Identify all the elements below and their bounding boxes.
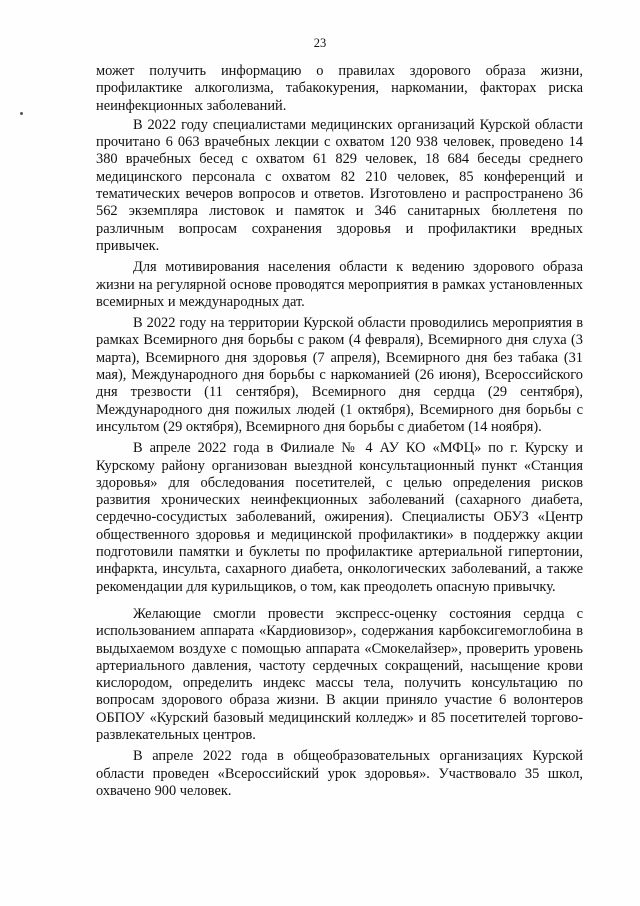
paragraph-continuation: может получить информацию о правилах здорового образа жизни, профилактике алкоголизма, табакокурения, наркомании, факторах риска неинфекционных заболеваний. bbox=[96, 63, 583, 114]
page-number: 23 bbox=[313, 36, 327, 50]
paragraph-motivation: Для мотивирования населения области к ведению здорового образа жизни на регулярной основе проводятся мероприятия в рамках установленных всемирных и международных дат. bbox=[96, 259, 583, 310]
paragraph-health-station: В апреле 2022 года в Филиале № 4 АУ КО «МФЦ» по г. Курску и Курскому району организован выездной консультационный пункт «Станция здоровья» для обследования посетителей, с целью определения рисков развития хронических неинфекционных заболеваний (сахарного диабета, сердечно-сосудистых заболеваний, ожирения). Специалисты ОБУЗ «Центр общественного здоровья и медицинской профилактики» в поддержку акции подготовили памятки и буклеты по профилактике артериальной гипертонии, инфаркта, инсульта, сахарного диабета, онкологических заболеваний, а также рекомендации для курильщиков, о том, как преодолеть опасную привычку. bbox=[96, 440, 583, 595]
scan-speck bbox=[20, 112, 23, 115]
paragraph-lectures-statistics: В 2022 году специалистами медицинских организаций Курской области прочитано 6 063 врачебных лекции с охватом 120 938 человек, проведено 14 380 врачебных бесед с охватом 61 829 человек, 18 684 беседы среднего медицинского персонала с охватом 82 210 человек, 85 конференций и тематических вечеров вопросов и ответов. Изготовлено и распространено 36 562 экземпляра листовок и памяток и 346 санитарных бюллетеня по различным вопросам сохранения здоровья и профилактики вредных привычек. bbox=[96, 116, 583, 254]
paragraph-health-days: В 2022 году на территории Курской области проводились мероприятия в рамках Всемирного дня борьбы с раком (4 февраля), Всемирного дня слуха (3 марта), Всемирного дня здоровья (7 апреля), Всемирного дня без табака (31 мая), Международного дня борьбы с наркоманией (26 июня), Всероссийского дня трезвости (11 сентября), Всемирного дня сердца (29 сентября), Международного дня пожилых людей (1 октября), Всемирного дня борьбы с инсультом (29 октября), Всемирного дня борьбы с диабетом (14 ноября). bbox=[96, 315, 583, 435]
body-text bbox=[96, 63, 583, 800]
paragraph-health-lesson: В апреле 2022 года в общеобразовательных организациях Курской области проведен «Всероссийский урок здоровья». Участвовало 35 школ, охвачено 900 человек. bbox=[96, 748, 583, 799]
paragraph-express-assessment: Желающие смогли провести экспресс-оценку состояния сердца с использованием аппарата «Кардиовизор», содержания карбоксигемоглобина в выдыхаемом воздухе с помощью аппарата «Смокелайзер», проверить уровень артериального давления, частоту сердечных сокращений, насыщение крови кислородом, определить индекс массы тела, получить консультацию по вопросам здорового образа жизни. В акции приняло участие 6 волонтеров ОБПОУ «Курский базовый медицинский колледж» и 85 посетителей торгово-развлекательных центров. bbox=[96, 605, 583, 743]
